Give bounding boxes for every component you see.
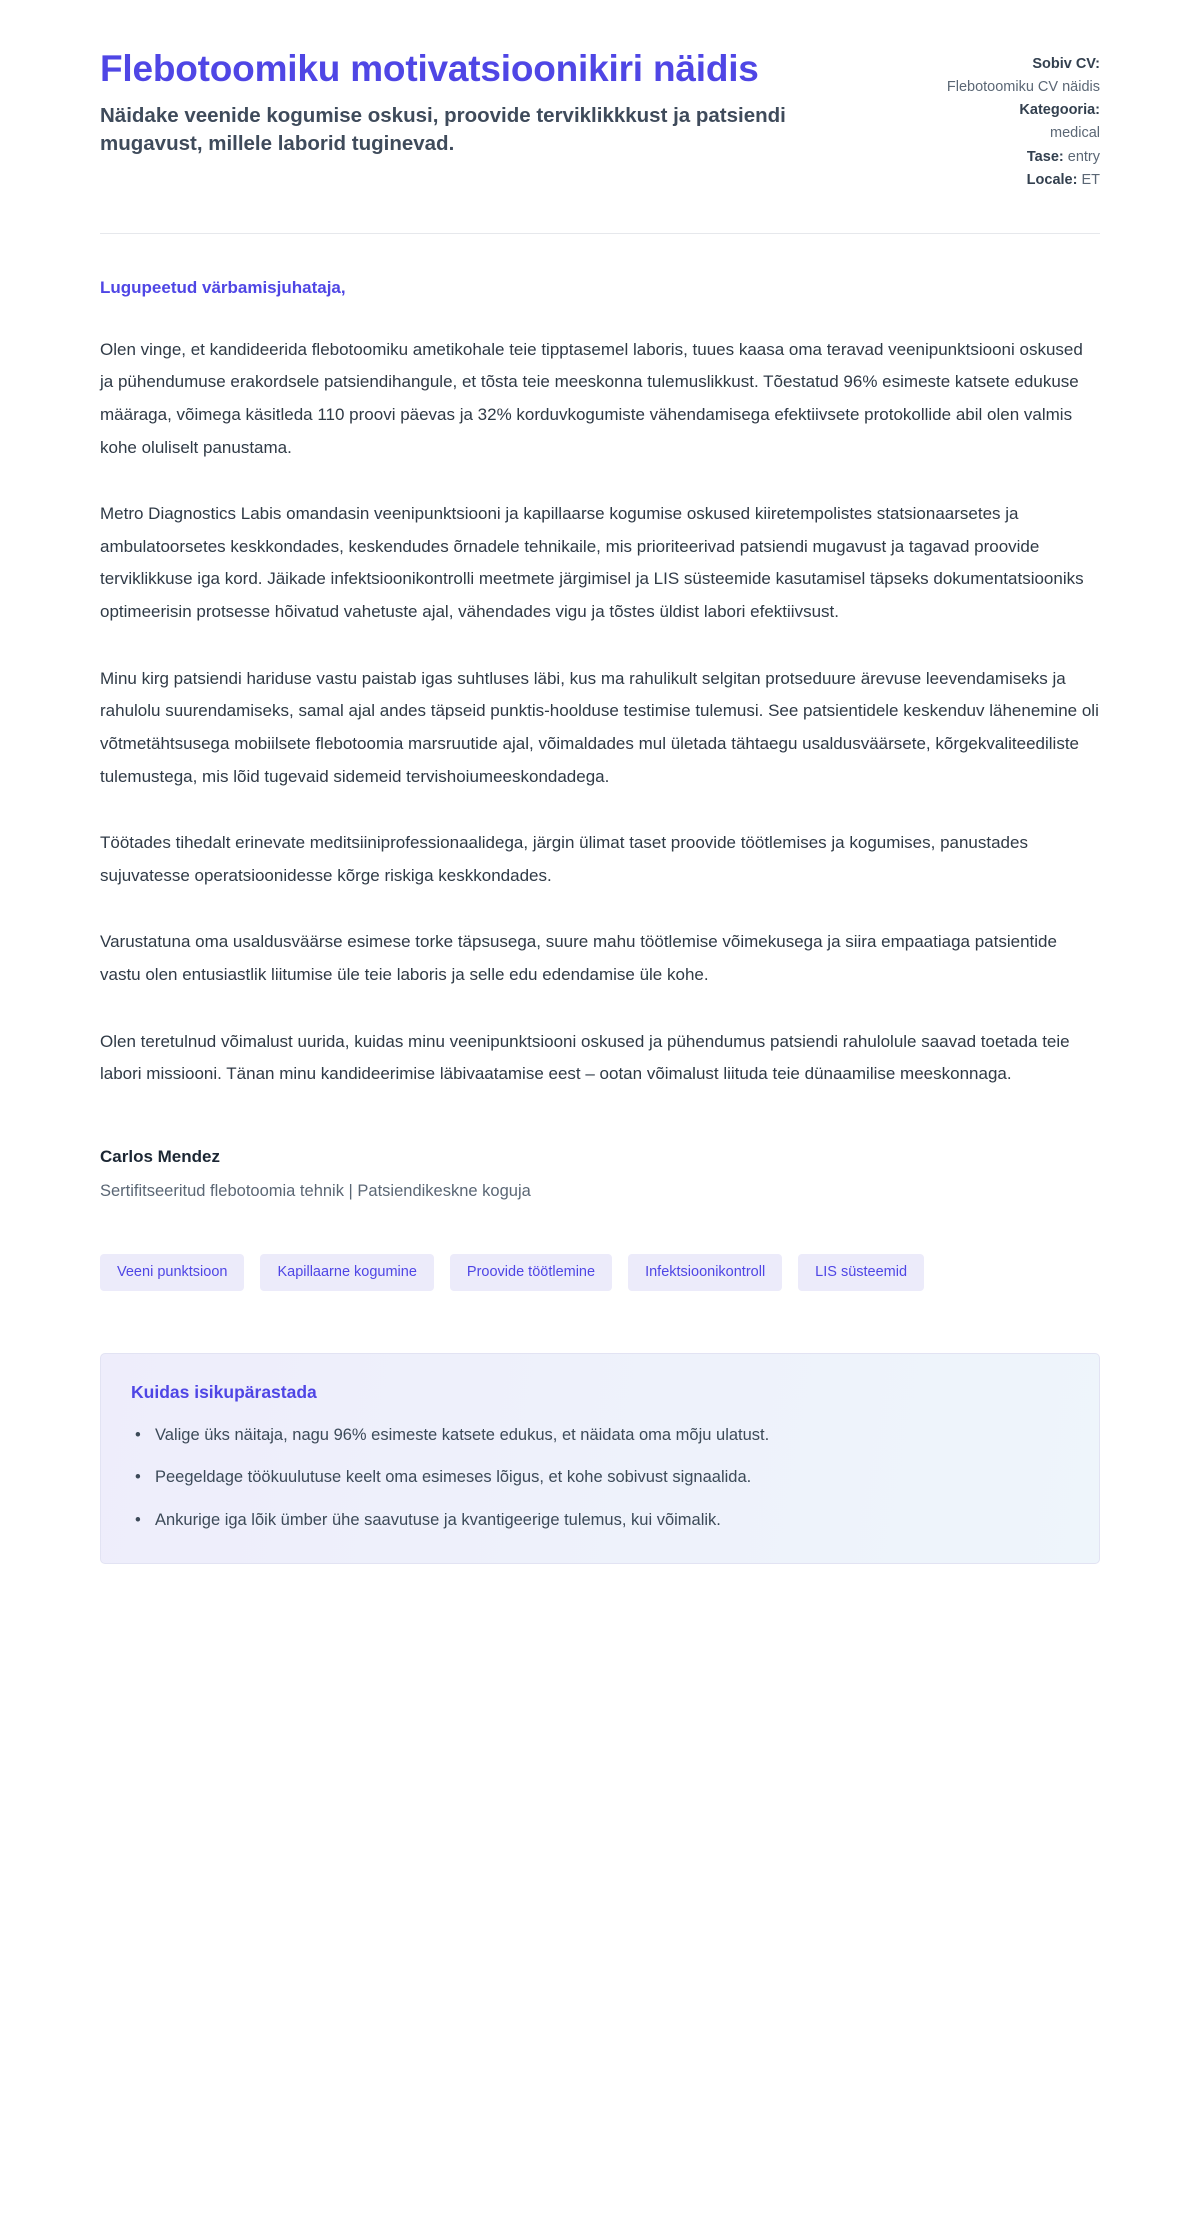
metadata-panel bbox=[890, 46, 1100, 193]
skill-tag[interactable]: Proovide töötlemine bbox=[450, 1254, 612, 1292]
letter-paragraph: Olen vinge, et kandideerida flebotoomiku ametikohale teie tipptasemel laboris, tuues kaasa oma teravad veenipunktsiooni oskused ja pühendumuse erakordsele patsiendihangule, et tõsta teie meeskonna tulemuslikkust. Tõestatud 96% esimeste katsete edukuse määraga, võimega käsitleda 110 proovi päevas ja 32% korduvkogumiste vähendamisega efektiivsete protokollide abil olen valmis kohe oluliselt panustama. bbox=[100, 339, 1083, 457]
meta-category-label: Kategooria: bbox=[1019, 102, 1100, 119]
skill-tag[interactable]: LIS süsteemid bbox=[798, 1254, 924, 1292]
meta-locale bbox=[890, 170, 1100, 191]
personalization-tip-text: Peegeldage töökuulutuse keelt oma esimeses lõigus, et kohe sobivust signaalida. bbox=[155, 1468, 752, 1487]
meta-matching-cv-value: Flebotoomiku CV näidis bbox=[946, 79, 1100, 96]
letter-paragraph: Varustatuna oma usaldusväärse esimese torke täpsusega, suure mahu töötlemise võimekusega ja siira empaatiaga patsientide vastu olen entusiastlik liitumise üle teie laboris ja selle edu edendamise üle kohe. bbox=[100, 932, 1057, 985]
meta-matching-cv-label: Sobiv CV: bbox=[1032, 56, 1100, 72]
letter-paragraph: Töötades tihedalt erinevate meditsiiniprofessionaalidega, järgin ülimat taset proovide töötlemises ja kogumises, panustades sujuvatesse operatsioonidesse kõrge riskiga keskkondades. bbox=[100, 833, 1028, 885]
bullet-icon: • bbox=[135, 1468, 141, 1487]
personalization-title: Kuidas isikupärastada bbox=[131, 1382, 317, 1403]
personalization-tip bbox=[131, 1465, 1069, 1490]
meta-category-value: medical bbox=[1050, 125, 1100, 142]
signature-role: Sertifitseeritud flebotoomia tehnik | Patsiendikeskne koguja bbox=[100, 1181, 531, 1200]
personalization-tip-text: Valige üks näitaja, nagu 96% esimeste katsete edukus, et näidata oma mõju ulatust. bbox=[155, 1425, 770, 1444]
meta-locale-label: Locale: bbox=[1026, 171, 1078, 188]
letter-paragraph: Metro Diagnostics Labis omandasin veenipunktsiooni ja kapillaarse kogumise oskused kiiretempolistes statsionaarsetes ja ambulatoorsetes keskkondades, keskendudes õrnadele tehnikaile, mis prioriteerivad patsiendi mugavust ja tagavad proovide terviklikkuse iga kord. Jäikade infektsioonikontrolli meetmete järgimisel ja LIS süsteemide kasutamisel täpseks dokumentatsiooniks optimeerisin protsesse hõivatud vahetuste ajal, vähendades vigu ja tõstes üldist labori efektiivsust. bbox=[100, 504, 1084, 622]
page-header bbox=[100, 46, 1100, 193]
meta-locale-value: ET bbox=[1081, 171, 1100, 188]
skill-tag[interactable]: Veeni punktsioon bbox=[100, 1254, 244, 1292]
meta-matching-cv-value-row bbox=[890, 77, 1100, 98]
meta-category-value-row bbox=[890, 123, 1100, 144]
personalization-tip bbox=[131, 1508, 1069, 1533]
meta-level-value: entry bbox=[1067, 148, 1100, 165]
meta-matching-cv bbox=[890, 54, 1100, 75]
letter-salutation: Lugupeetud värbamisjuhataja, bbox=[100, 277, 346, 297]
page-title: Flebotoomiku motivatsioonikiri näidis bbox=[100, 48, 759, 89]
bullet-icon: • bbox=[135, 1511, 141, 1530]
meta-category bbox=[890, 100, 1100, 121]
skill-tag[interactable]: Kapillaarne kogumine bbox=[260, 1254, 433, 1292]
letter-paragraph: Minu kirg patsiendi hariduse vastu paistab igas suhtluses läbi, kus ma rahulikult selgitan protseduure ärevuse leevendamiseks ja rahulolu suurendamiseks, samal ajal andes täpseid punktis-hoolduse testimise tulemusi. See patsientidele keskenduv lähenemine oli võtmetähtsusega mobiilsete flebotoomia marsruutide ajal, võimaldades mul ületada tähtaegu usaldusväärsete, kõrgekvaliteediliste tulemustega, mis lõid tugevaid sidemeid tervishoiumeeskondadega. bbox=[100, 668, 1099, 786]
skill-tag-list bbox=[100, 1254, 940, 1292]
signature-block bbox=[100, 1145, 1100, 1204]
meta-level-label: Tase: bbox=[1026, 148, 1064, 165]
header-text-block bbox=[100, 46, 840, 158]
bullet-icon: • bbox=[135, 1425, 141, 1444]
skill-tag[interactable]: Infektsioonikontroll bbox=[628, 1254, 782, 1292]
personalization-panel bbox=[100, 1353, 1100, 1564]
personalization-tip-list bbox=[131, 1423, 1069, 1533]
meta-level bbox=[890, 147, 1100, 168]
signature-name: Carlos Mendez bbox=[100, 1146, 220, 1166]
page-subtitle: Näidake veenide kogumise oskusi, proovide terviklikkkust ja patsiendi mugavust, millele laborid tuginevad. bbox=[100, 103, 786, 155]
personalization-tip bbox=[131, 1423, 1069, 1448]
personalization-tip-text: Ankurige iga lõik ümber ühe saavutuse ja kvantigeerige tulemus, kui võimalik. bbox=[155, 1511, 721, 1530]
letter-paragraph: Olen teretulnud võimalust uurida, kuidas minu veenipunktsiooni oskused ja pühendumus patsiendi rahulolule saavad toetada teie labori missiooni. Tänan minu kandideerimise läbivaatamise eest – ootan võimalust liituda teie dünaamilise meeskonnaga. bbox=[100, 1031, 1070, 1084]
letter-body bbox=[100, 234, 1100, 1091]
